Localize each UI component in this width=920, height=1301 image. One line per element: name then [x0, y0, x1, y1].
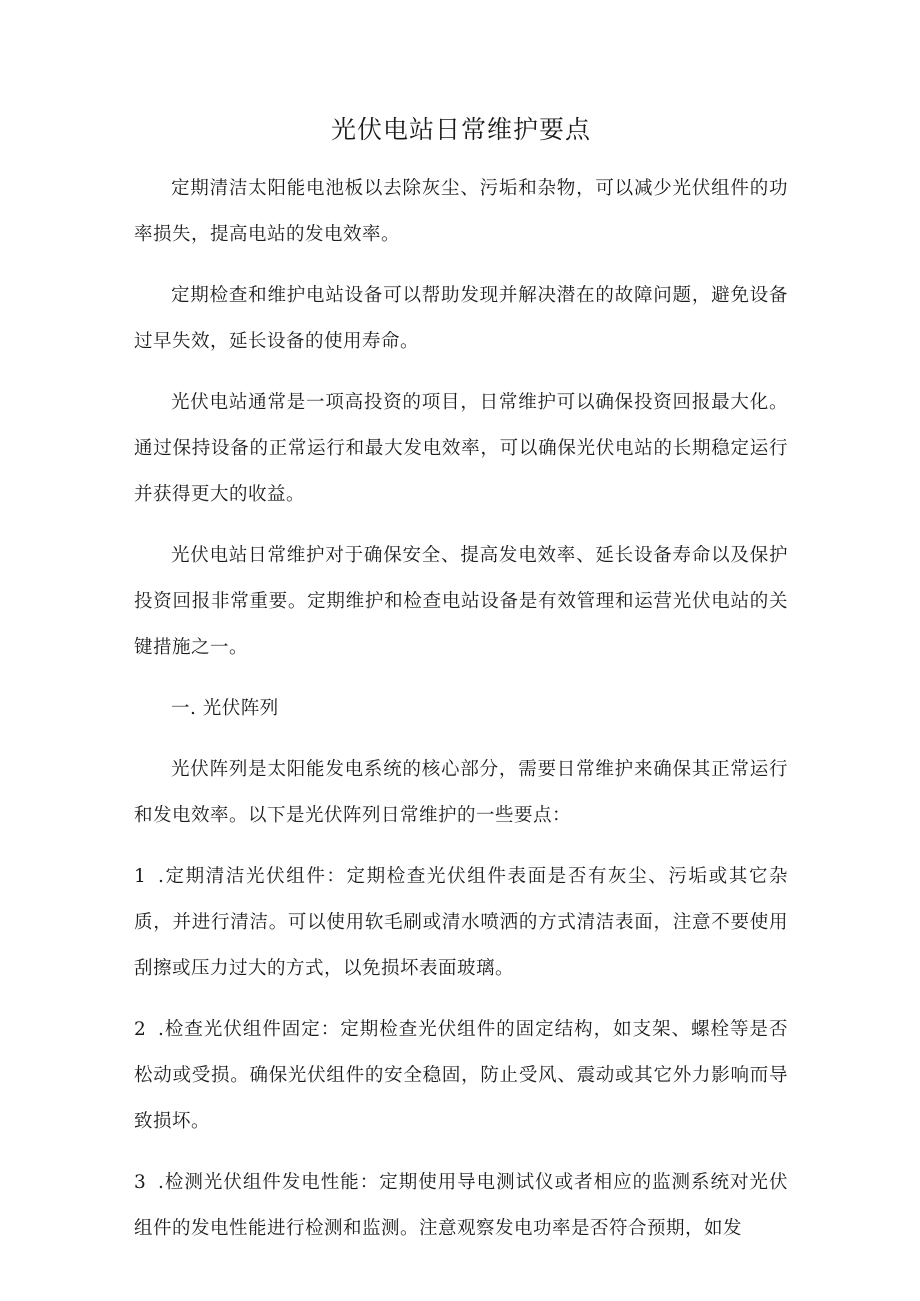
list-item-text: .定期清洁光伏组件：定期检查光伏组件表面是否有灰尘、污垢或其它杂质，并进行清洁。可以使用软毛刷或清水喷洒的方式清洁表面，注意不要使用刮擦或压力过大的方式，以免损坏表面玻璃。 — [134, 866, 788, 979]
list-item-number: 1 — [134, 866, 147, 887]
section-heading: 一. 光伏阵列 — [171, 698, 279, 719]
paragraph: 光伏电站日常维护对于确保安全、提高发电效率、延长设备寿命以及保护投资回报非常重要。定期维护和检查电站设备是有效管理和运营光伏电站的关键措施之一。 — [134, 545, 788, 658]
paragraph: 定期检查和维护电站设备可以帮助发现并解决潜在的故障问题，避免设备过早失效，延长设备的使用寿命。 — [134, 285, 788, 352]
paragraph: 光伏电站通常是一项高投资的项目，日常维护可以确保投资回报最大化。通过保持设备的正常运行和最大发电效率，可以确保光伏电站的长期稳定运行并获得更大的收益。 — [134, 392, 788, 505]
list-item — [134, 854, 788, 992]
document-title: 光伏电站日常维护要点 — [330, 115, 591, 144]
list-item-number: 2 — [134, 1019, 147, 1040]
paragraph: 定期清洁太阳能电池板以去除灰尘、污垢和杂物，可以减少光伏组件的功率损失，提高电站的发电效率。 — [134, 178, 788, 245]
list-item — [134, 1007, 788, 1145]
list-item-text: .检查光伏组件固定：定期检查光伏组件的固定结构，如支架、螺栓等是否松动或受损。确保光伏组件的安全稳固，防止受风、震动或其它外力影响而导致损坏。 — [134, 1019, 788, 1132]
list-item-number: 3 — [134, 1172, 147, 1193]
list-item — [134, 1160, 788, 1252]
section-intro: 光伏阵列是太阳能发电系统的核心部分，需要日常维护来确保其正常运行和发电效率。以下是光伏阵列日常维护的一些要点： — [134, 759, 788, 826]
list-item-text: .检测光伏组件发电性能：定期使用导电测试仪或者相应的监测系统对光伏组件的发电性能进行检测和监测。注意观察发电功率是否符合预期，如发 — [134, 1172, 788, 1239]
